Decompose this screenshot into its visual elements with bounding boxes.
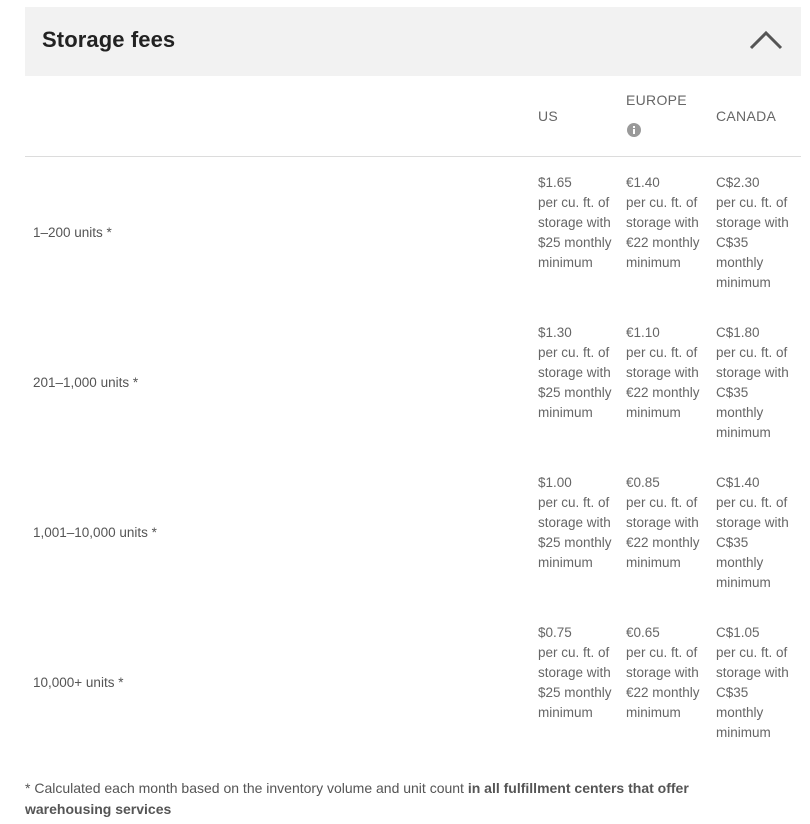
tier-label: 10,000+ units * [33, 674, 124, 690]
fee-cell-canada [716, 623, 796, 743]
footnote [25, 778, 745, 820]
storage-fees-table [25, 76, 801, 757]
info-icon[interactable] [627, 123, 641, 137]
fee-cell-us [538, 323, 618, 423]
fee-description: per cu. ft. of storage with €22 monthly minimum [626, 495, 700, 570]
fee-price: C$2.30 [716, 175, 760, 190]
fee-price: €0.65 [626, 625, 660, 640]
fee-cell-europe [626, 323, 706, 423]
fee-price: C$1.40 [716, 475, 760, 490]
fee-cell-europe [626, 173, 706, 273]
tier-label: 201–1,000 units * [33, 374, 139, 390]
fee-cell-us [538, 173, 618, 273]
panel-title: Storage fees [42, 27, 176, 52]
fee-price: $1.65 [538, 175, 572, 190]
fee-price: $0.75 [538, 625, 572, 640]
fee-price: C$1.80 [716, 325, 760, 340]
fee-cell-us [538, 623, 618, 723]
column-header-canada: CANADA [716, 108, 777, 124]
fee-price: €1.40 [626, 175, 660, 190]
table-body [25, 157, 801, 757]
fee-description: per cu. ft. of storage with $25 monthly minimum [538, 645, 612, 720]
footnote-text: * Calculated each month based on the inventory volume and unit count [25, 780, 468, 796]
table-row [25, 607, 801, 757]
column-header-us: US [538, 108, 559, 124]
fee-price: $1.30 [538, 325, 572, 340]
fee-description: per cu. ft. of storage with $25 monthly minimum [538, 195, 612, 270]
fee-description: per cu. ft. of storage with C$35 monthly minimum [716, 195, 789, 290]
fee-cell-canada [716, 173, 796, 293]
table-row [25, 307, 801, 457]
fee-price: $1.00 [538, 475, 572, 490]
fee-description: per cu. ft. of storage with $25 monthly minimum [538, 495, 612, 570]
fee-description: per cu. ft. of storage with €22 monthly minimum [626, 195, 700, 270]
fee-cell-canada [716, 473, 796, 593]
fee-cell-us [538, 473, 618, 573]
table-row [25, 457, 801, 607]
table-row [25, 157, 801, 307]
fee-description: per cu. ft. of storage with €22 monthly minimum [626, 345, 700, 420]
fee-price: €0.85 [626, 475, 660, 490]
fee-description: per cu. ft. of storage with $25 monthly minimum [538, 345, 612, 420]
fee-price: C$1.05 [716, 625, 760, 640]
fee-cell-europe [626, 623, 706, 723]
fee-cell-europe [626, 473, 706, 573]
tier-label: 1,001–10,000 units * [33, 524, 157, 540]
fee-description: per cu. ft. of storage with €22 monthly minimum [626, 645, 700, 720]
fee-description: per cu. ft. of storage with C$35 monthly minimum [716, 345, 789, 440]
column-header-europe: EUROPE [626, 92, 687, 108]
fee-description: per cu. ft. of storage with C$35 monthly minimum [716, 645, 789, 740]
fee-description: per cu. ft. of storage with C$35 monthly minimum [716, 495, 789, 590]
fee-price: €1.10 [626, 325, 660, 340]
storage-fees-panel-header[interactable] [25, 7, 801, 76]
tier-label: 1–200 units * [33, 224, 112, 240]
table-header-row [25, 76, 801, 157]
footnote-bold-text: in all fulfillment centers that offer warehousing services [25, 780, 689, 817]
fee-cell-canada [716, 323, 796, 443]
chevron-up-icon[interactable] [749, 29, 783, 51]
